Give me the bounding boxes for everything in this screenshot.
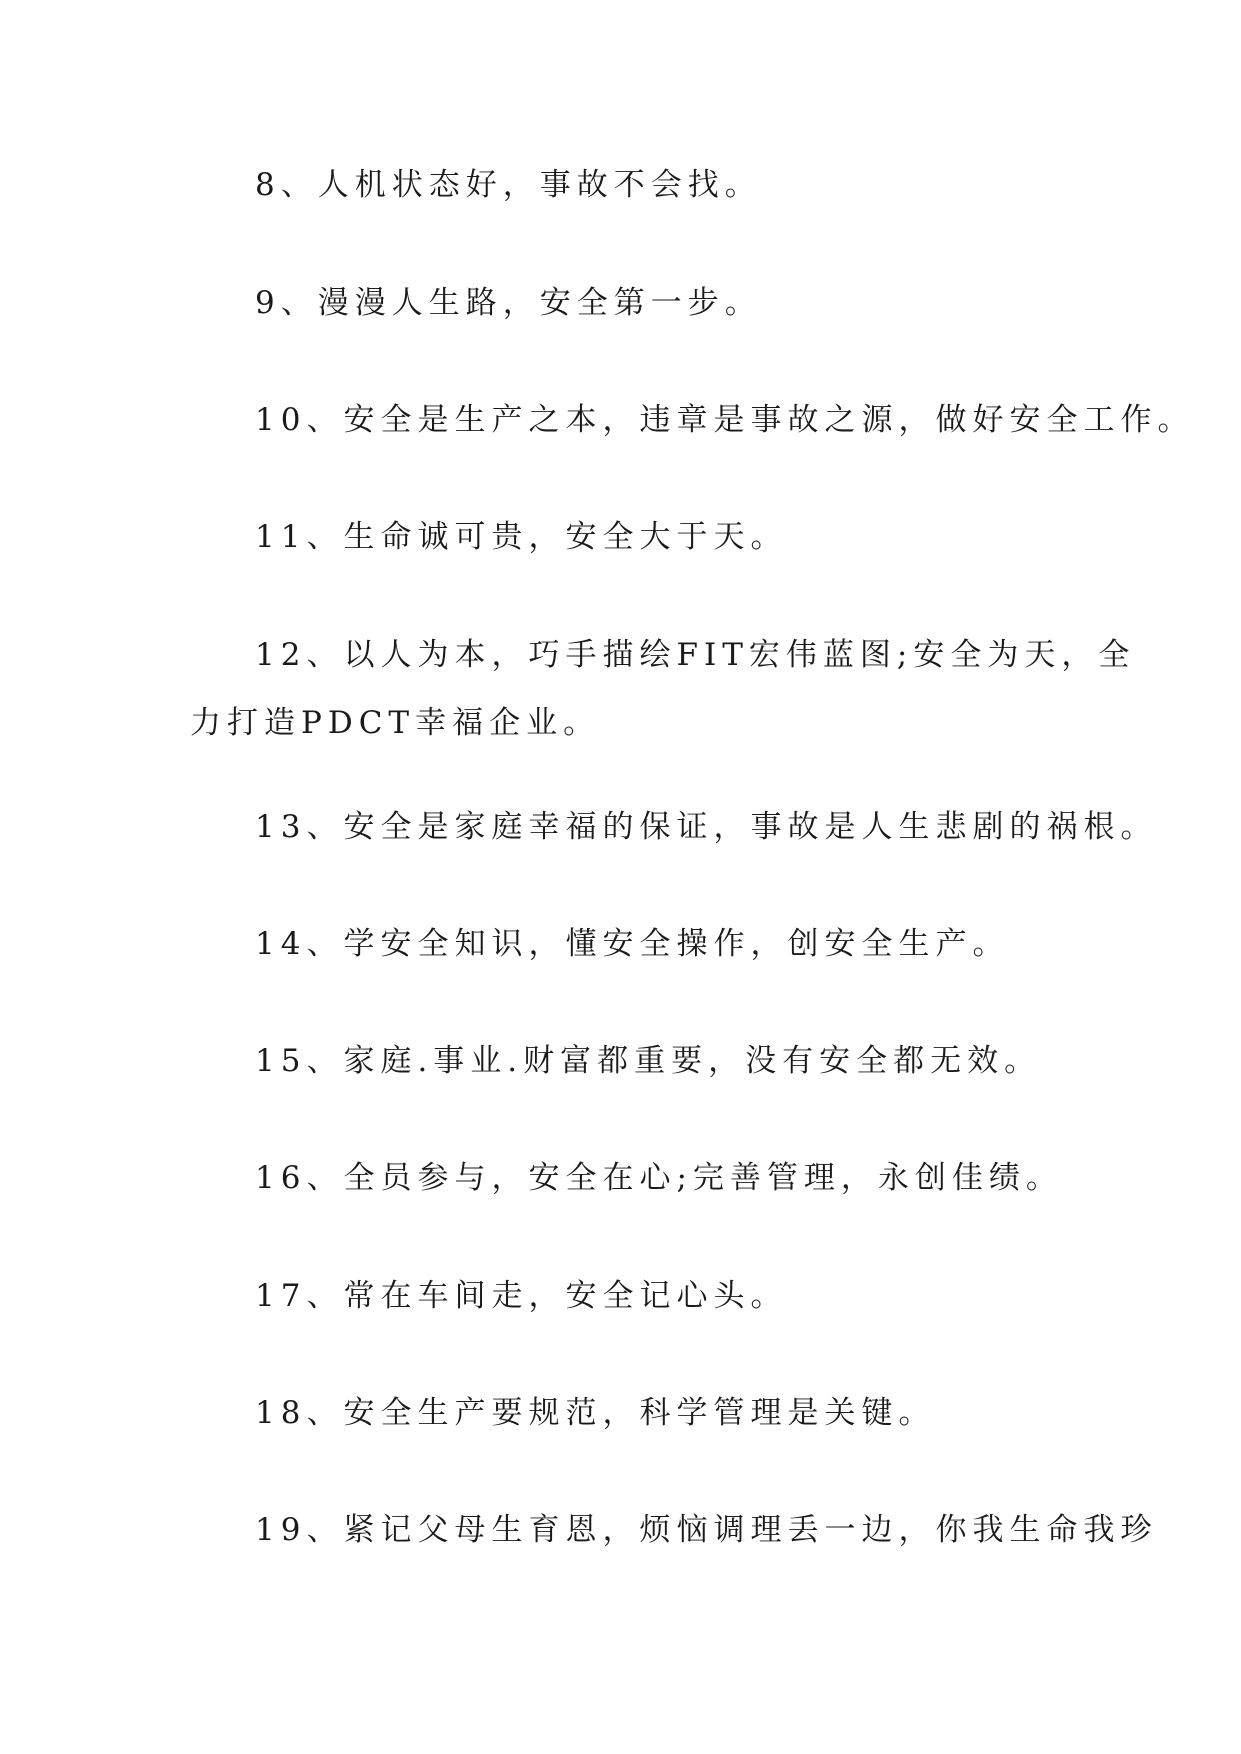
paragraph-item-15: 15、家庭.事业.财富都重要，没有安全都无效。 [255, 1043, 1042, 1079]
paragraph-item-8: 8、人机状态好，事故不会找。 [255, 167, 762, 203]
paragraph-item-9: 9、漫漫人生路，安全第一步。 [255, 285, 762, 321]
paragraph-item-11: 11、生命诚可贵，安全大于天。 [255, 519, 788, 555]
paragraph-item-16: 16、全员参与，安全在心;完善管理，永创佳绩。 [255, 1160, 1063, 1196]
paragraph-item-13: 13、安全是家庭幸福的保证，事故是人生悲剧的祸根。 [255, 809, 1158, 845]
paragraph-item-14: 14、学安全知识，懂安全操作，创安全生产。 [255, 926, 1010, 962]
paragraph-item-10: 10、安全是生产之本，违章是事故之源，做好安全工作。 [255, 402, 1195, 438]
paragraph-item-18: 18、安全生产要规范，科学管理是关键。 [255, 1395, 936, 1431]
paragraph-item-12-line-1: 12、以人为本，巧手描绘FIT宏伟蓝图;安全为天，全 [255, 637, 1136, 673]
paragraph-item-12-line-2: 力打造PDCT幸福企业。 [190, 705, 601, 741]
paragraph-item-17: 17、常在车间走，安全记心头。 [255, 1278, 788, 1314]
paragraph-item-19: 19、紧记父母生育恩，烦恼调理丢一边，你我生命我珍 [255, 1512, 1158, 1548]
paragraph-item-12 [190, 637, 1240, 741]
